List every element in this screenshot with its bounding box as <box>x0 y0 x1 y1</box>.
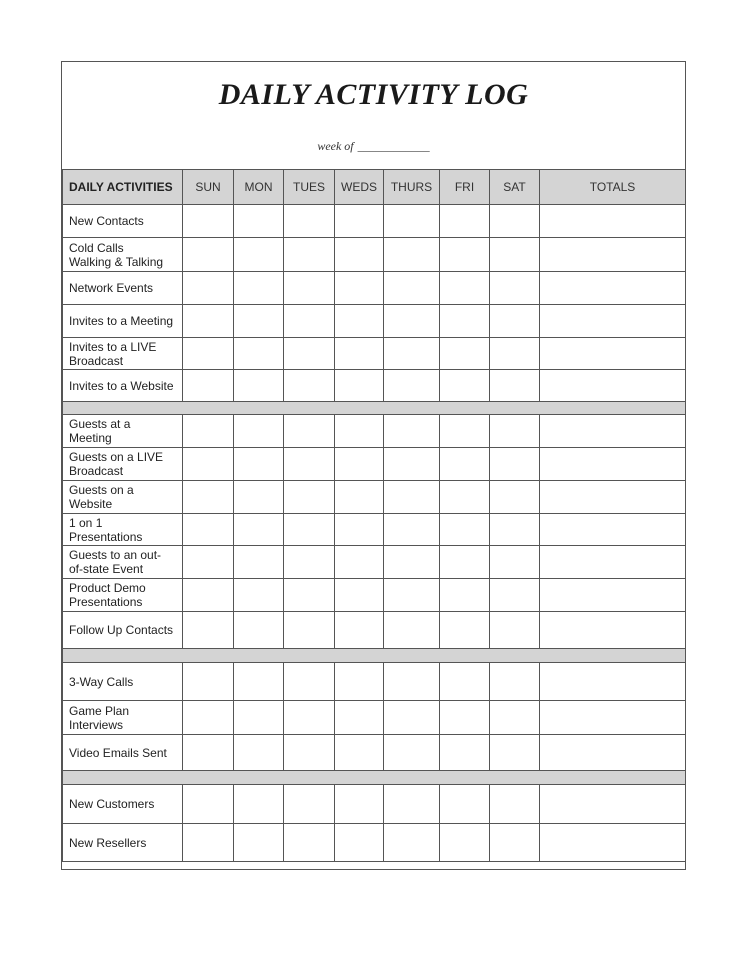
entry-cell-thurs[interactable] <box>384 272 440 305</box>
entry-cell-thurs[interactable] <box>384 238 440 272</box>
entry-cell-fri[interactable] <box>440 663 490 701</box>
entry-cell-thurs[interactable] <box>384 205 440 238</box>
entry-cell-sun[interactable] <box>183 546 234 579</box>
entry-cell-sat[interactable] <box>490 415 540 448</box>
entry-cell-totals[interactable] <box>540 238 686 272</box>
entry-cell-thurs[interactable] <box>384 824 440 862</box>
entry-cell-mon[interactable] <box>234 785 284 824</box>
entry-cell-tues[interactable] <box>284 579 335 612</box>
entry-cell-weds[interactable] <box>335 205 384 238</box>
col-header-mon: MON <box>234 170 284 205</box>
entry-cell-weds[interactable] <box>335 579 384 612</box>
activity-label-cell <box>63 448 183 481</box>
entry-cell-tues[interactable] <box>284 701 335 735</box>
entry-cell-totals[interactable] <box>540 305 686 338</box>
entry-cell-mon[interactable] <box>234 415 284 448</box>
entry-cell-fri[interactable] <box>440 370 490 402</box>
entry-cell-sat[interactable] <box>490 785 540 824</box>
entry-cell-thurs[interactable] <box>384 701 440 735</box>
entry-cell-sun[interactable] <box>183 370 234 402</box>
activity-row <box>63 238 686 272</box>
entry-cell-fri[interactable] <box>440 338 490 370</box>
entry-cell-thurs[interactable] <box>384 338 440 370</box>
entry-cell-mon[interactable] <box>234 824 284 862</box>
activity-row <box>63 415 686 448</box>
entry-cell-weds[interactable] <box>335 824 384 862</box>
entry-cell-sat[interactable] <box>490 701 540 735</box>
entry-cell-sun[interactable] <box>183 579 234 612</box>
activity-label: Guests at a Meeting <box>69 417 131 445</box>
activity-label: Video Emails Sent <box>69 745 167 760</box>
entry-cell-tues[interactable] <box>284 205 335 238</box>
entry-cell-tues[interactable] <box>284 735 335 771</box>
entry-cell-sun[interactable] <box>183 272 234 305</box>
entry-cell-sat[interactable] <box>490 205 540 238</box>
entry-cell-thurs[interactable] <box>384 514 440 546</box>
activity-row <box>63 481 686 514</box>
entry-cell-fri[interactable] <box>440 701 490 735</box>
section-divider-cell <box>63 649 686 663</box>
entry-cell-tues[interactable] <box>284 546 335 579</box>
entry-cell-sat[interactable] <box>490 824 540 862</box>
entry-cell-sun[interactable] <box>183 824 234 862</box>
entry-cell-fri[interactable] <box>440 612 490 649</box>
entry-cell-weds[interactable] <box>335 701 384 735</box>
entry-cell-sat[interactable] <box>490 481 540 514</box>
entry-cell-mon[interactable] <box>234 701 284 735</box>
entry-cell-totals[interactable] <box>540 579 686 612</box>
activity-row <box>63 272 686 305</box>
entry-cell-weds[interactable] <box>335 448 384 481</box>
week-of-blank: ____________ <box>357 139 430 153</box>
section-divider <box>63 771 686 785</box>
entry-cell-tues[interactable] <box>284 305 335 338</box>
activity-label: Invites to a LIVE Broadcast <box>69 339 157 368</box>
entry-cell-weds[interactable] <box>335 785 384 824</box>
activity-row <box>63 205 686 238</box>
entry-cell-weds[interactable] <box>335 370 384 402</box>
activity-label: Guests on a Website <box>69 483 134 511</box>
entry-cell-fri[interactable] <box>440 448 490 481</box>
entry-cell-mon[interactable] <box>234 735 284 771</box>
page-title: DAILY ACTIVITY LOG <box>218 78 529 111</box>
entry-cell-sat[interactable] <box>490 305 540 338</box>
activity-label-cell <box>63 546 183 579</box>
entry-cell-sat[interactable] <box>490 735 540 771</box>
entry-cell-tues[interactable] <box>284 272 335 305</box>
entry-cell-thurs[interactable] <box>384 481 440 514</box>
entry-cell-sat[interactable] <box>490 546 540 579</box>
entry-cell-weds[interactable] <box>335 481 384 514</box>
entry-cell-fri[interactable] <box>440 272 490 305</box>
entry-cell-thurs[interactable] <box>384 663 440 701</box>
entry-cell-mon[interactable] <box>234 205 284 238</box>
entry-cell-totals[interactable] <box>540 448 686 481</box>
entry-cell-totals[interactable] <box>540 481 686 514</box>
entry-cell-totals[interactable] <box>540 272 686 305</box>
entry-cell-tues[interactable] <box>284 824 335 862</box>
activity-label-cell <box>63 663 183 701</box>
entry-cell-totals[interactable] <box>540 701 686 735</box>
activity-label-cell <box>63 785 183 824</box>
entry-cell-sun[interactable] <box>183 612 234 649</box>
activity-row <box>63 579 686 612</box>
entry-cell-fri[interactable] <box>440 238 490 272</box>
activity-label: New Customers <box>69 797 155 811</box>
entry-cell-sun[interactable] <box>183 415 234 448</box>
entry-cell-thurs[interactable] <box>384 305 440 338</box>
activity-label: Network Events <box>69 281 154 295</box>
entry-cell-fri[interactable] <box>440 481 490 514</box>
col-header-sat: SAT <box>490 170 540 205</box>
entry-cell-thurs[interactable] <box>384 785 440 824</box>
entry-cell-sun[interactable] <box>183 514 234 546</box>
activity-rows <box>63 205 686 862</box>
entry-cell-tues[interactable] <box>284 370 335 402</box>
col-header-sun: SUN <box>183 170 234 205</box>
entry-cell-weds[interactable] <box>335 338 384 370</box>
entry-cell-totals[interactable] <box>540 824 686 862</box>
activity-label-cell <box>63 579 183 612</box>
entry-cell-sun[interactable] <box>183 663 234 701</box>
activity-label: Guests to an out- of-state Event <box>69 548 162 576</box>
entry-cell-totals[interactable] <box>540 415 686 448</box>
entry-cell-tues[interactable] <box>284 238 335 272</box>
entry-cell-weds[interactable] <box>335 514 384 546</box>
entry-cell-sun[interactable] <box>183 481 234 514</box>
entry-cell-thurs[interactable] <box>384 735 440 771</box>
entry-cell-tues[interactable] <box>284 663 335 701</box>
entry-cell-weds[interactable] <box>335 238 384 272</box>
section-divider-cell <box>63 771 686 785</box>
activity-label-cell <box>63 370 183 402</box>
entry-cell-mon[interactable] <box>234 305 284 338</box>
entry-cell-mon[interactable] <box>234 481 284 514</box>
entry-cell-thurs[interactable] <box>384 612 440 649</box>
entry-cell-totals[interactable] <box>540 546 686 579</box>
activity-label-cell <box>63 338 183 370</box>
entry-cell-mon[interactable] <box>234 663 284 701</box>
activity-table <box>62 169 686 862</box>
activity-label-cell <box>63 514 183 546</box>
entry-cell-tues[interactable] <box>284 448 335 481</box>
col-header-activities: DAILY ACTIVITIES <box>63 170 183 205</box>
entry-cell-sat[interactable] <box>490 272 540 305</box>
entry-cell-fri[interactable] <box>440 546 490 579</box>
entry-cell-mon[interactable] <box>234 514 284 546</box>
entry-cell-sat[interactable] <box>490 370 540 402</box>
col-header-tues: TUES <box>284 170 335 205</box>
entry-cell-fri[interactable] <box>440 824 490 862</box>
entry-cell-tues[interactable] <box>284 481 335 514</box>
col-header-fri: FRI <box>440 170 490 205</box>
activity-row <box>63 701 686 735</box>
entry-cell-mon[interactable] <box>234 238 284 272</box>
entry-cell-fri[interactable] <box>440 735 490 771</box>
activity-row <box>63 514 686 546</box>
entry-cell-mon[interactable] <box>234 612 284 649</box>
activity-label: New Resellers <box>69 835 147 850</box>
activity-label: 3-Way Calls <box>69 674 134 689</box>
entry-cell-sat[interactable] <box>490 663 540 701</box>
entry-cell-totals[interactable] <box>540 663 686 701</box>
entry-cell-fri[interactable] <box>440 205 490 238</box>
activity-label: Follow Up Contacts <box>69 623 174 637</box>
entry-cell-weds[interactable] <box>335 415 384 448</box>
entry-cell-sun[interactable] <box>183 785 234 824</box>
entry-cell-fri[interactable] <box>440 514 490 546</box>
entry-cell-sat[interactable] <box>490 338 540 370</box>
entry-cell-totals[interactable] <box>540 514 686 546</box>
activity-label-cell <box>63 305 183 338</box>
activity-label: Game Plan Interviews <box>69 703 130 732</box>
header-row <box>63 170 686 205</box>
entry-cell-tues[interactable] <box>284 338 335 370</box>
entry-cell-sun[interactable] <box>183 735 234 771</box>
entry-cell-weds[interactable] <box>335 546 384 579</box>
entry-cell-tues[interactable] <box>284 612 335 649</box>
activity-row <box>63 663 686 701</box>
entry-cell-sat[interactable] <box>490 514 540 546</box>
activity-label: Product Demo Presentations <box>69 581 146 609</box>
entry-cell-tues[interactable] <box>284 785 335 824</box>
activity-log-sheet <box>61 61 686 870</box>
entry-cell-thurs[interactable] <box>384 579 440 612</box>
activity-label: 1 on 1 Presentations <box>69 515 143 544</box>
section-divider-cell <box>63 402 686 415</box>
entry-cell-totals[interactable] <box>540 205 686 238</box>
entry-cell-mon[interactable] <box>234 579 284 612</box>
entry-cell-fri[interactable] <box>440 415 490 448</box>
entry-cell-totals[interactable] <box>540 338 686 370</box>
entry-cell-weds[interactable] <box>335 272 384 305</box>
entry-cell-totals[interactable] <box>540 735 686 771</box>
section-divider <box>63 649 686 663</box>
entry-cell-sun[interactable] <box>183 338 234 370</box>
entry-cell-tues[interactable] <box>284 415 335 448</box>
entry-cell-weds[interactable] <box>335 735 384 771</box>
entry-cell-sun[interactable] <box>183 701 234 735</box>
activity-row <box>63 735 686 771</box>
activity-label-cell <box>63 272 183 305</box>
entry-cell-thurs[interactable] <box>384 415 440 448</box>
week-of-line <box>62 139 685 154</box>
entry-cell-fri[interactable] <box>440 579 490 612</box>
entry-cell-mon[interactable] <box>234 546 284 579</box>
activity-label-cell <box>63 205 183 238</box>
col-header-thurs: THURS <box>384 170 440 205</box>
activity-row <box>63 448 686 481</box>
activity-row <box>63 785 686 824</box>
activity-row <box>63 338 686 370</box>
week-of-label: week of <box>317 139 354 153</box>
entry-cell-tues[interactable] <box>284 514 335 546</box>
entry-cell-mon[interactable] <box>234 272 284 305</box>
activity-row <box>63 546 686 579</box>
col-header-weds: WEDS <box>335 170 384 205</box>
activity-row <box>63 305 686 338</box>
entry-cell-weds[interactable] <box>335 305 384 338</box>
activity-label: Guests on a LIVE Broadcast <box>69 450 164 478</box>
activity-label-cell <box>63 415 183 448</box>
entry-cell-sun[interactable] <box>183 205 234 238</box>
entry-cell-sat[interactable] <box>490 579 540 612</box>
activity-label: New Contacts <box>69 214 144 228</box>
activity-label: Invites to a Meeting <box>69 314 174 328</box>
entry-cell-fri[interactable] <box>440 785 490 824</box>
entry-cell-mon[interactable] <box>234 448 284 481</box>
activity-label: Invites to a Website <box>69 378 174 393</box>
entry-cell-sun[interactable] <box>183 448 234 481</box>
activity-label-cell <box>63 612 183 649</box>
activity-label-cell <box>63 824 183 862</box>
entry-cell-thurs[interactable] <box>384 546 440 579</box>
entry-cell-totals[interactable] <box>540 785 686 824</box>
entry-cell-totals[interactable] <box>540 612 686 649</box>
activity-row <box>63 612 686 649</box>
entry-cell-thurs[interactable] <box>384 370 440 402</box>
activity-label-cell <box>63 238 183 272</box>
entry-cell-weds[interactable] <box>335 663 384 701</box>
entry-cell-mon[interactable] <box>234 370 284 402</box>
activity-label-cell <box>63 735 183 771</box>
entry-cell-totals[interactable] <box>540 370 686 402</box>
activity-label-cell <box>63 481 183 514</box>
activity-row <box>63 370 686 402</box>
entry-cell-weds[interactable] <box>335 612 384 649</box>
entry-cell-sat[interactable] <box>490 612 540 649</box>
entry-cell-sun[interactable] <box>183 305 234 338</box>
activity-label: Cold Calls Walking & Talking <box>69 240 164 269</box>
activity-row <box>63 824 686 862</box>
entry-cell-fri[interactable] <box>440 305 490 338</box>
entry-cell-mon[interactable] <box>234 338 284 370</box>
entry-cell-sat[interactable] <box>490 448 540 481</box>
entry-cell-sat[interactable] <box>490 238 540 272</box>
entry-cell-thurs[interactable] <box>384 448 440 481</box>
section-divider <box>63 402 686 415</box>
entry-cell-sun[interactable] <box>183 238 234 272</box>
col-header-totals: TOTALS <box>540 170 686 205</box>
activity-label-cell <box>63 701 183 735</box>
